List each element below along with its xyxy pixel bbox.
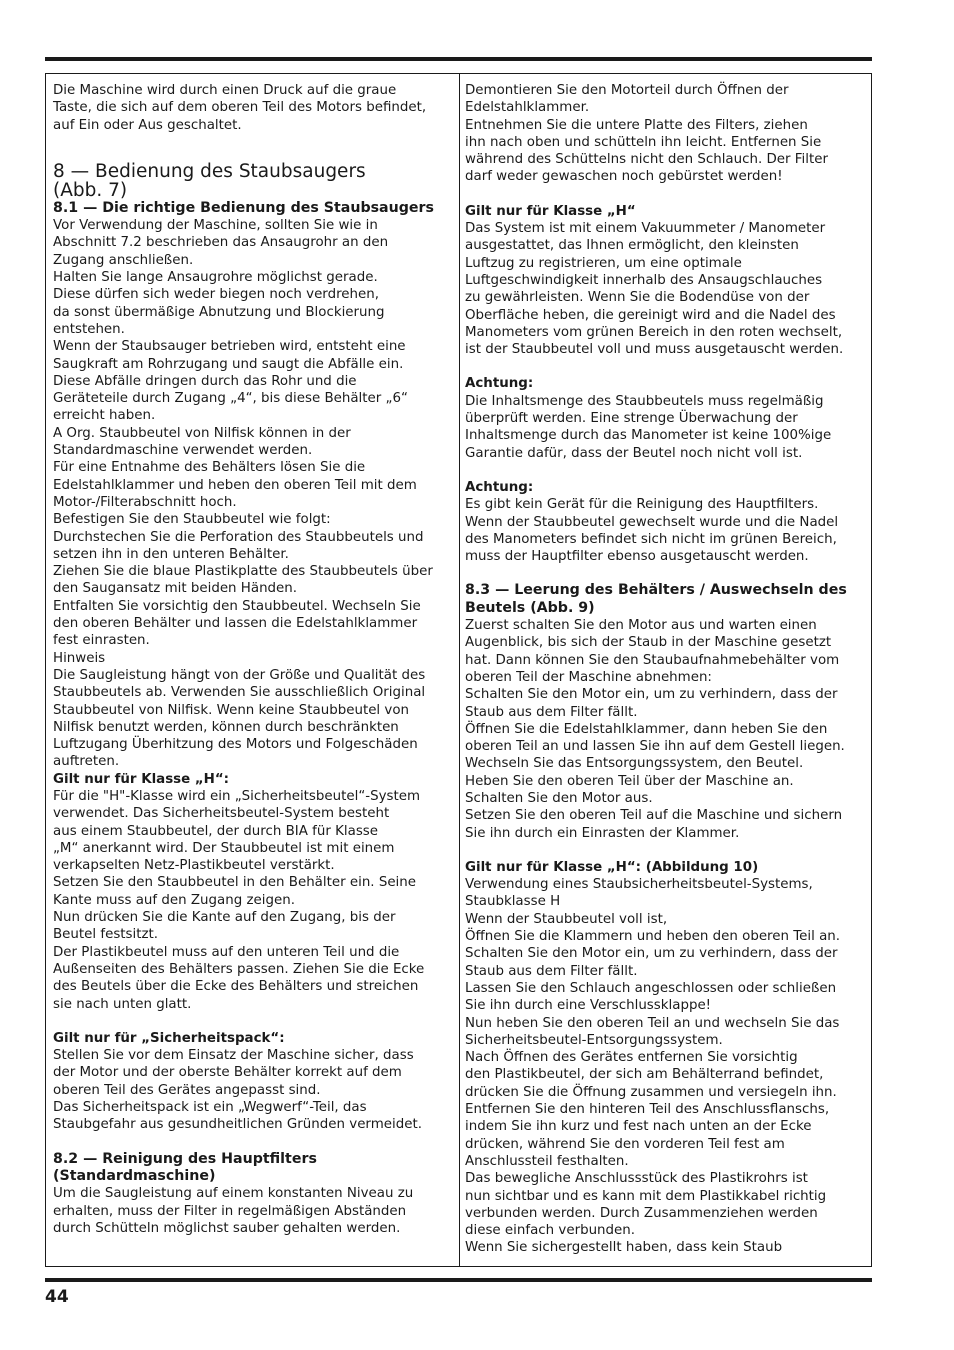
right-column xyxy=(465,82,865,1257)
top-rule xyxy=(45,57,872,61)
left-column xyxy=(53,82,453,1237)
intro-paragraph: Die Maschine wird durch einen Druck auf die graue Taste, die sich auf dem oberen Teil des Motors befindet, auf Ein oder Aus geschaltet. xyxy=(53,83,427,133)
sicherheitspack-text: Stellen Sie vor dem Einsatz der Maschine sicher, dass der Motor und der oberste Behälter korrekt auf dem oberen Teil des Gerätes angepasst sind. Das Sicherheitspack ist ein „Wegwerf“-Teil, das Staubgefahr aus gesundheitlichen Gründen vermeidet. xyxy=(53,1048,422,1133)
klasse-h-abbildung-10-title: Gilt nur für Klasse „H“: (Abbildung 10) xyxy=(465,859,759,875)
section-8-2-text: Um die Saugleistung auf einem konstanten Niveau zu erhalten, muss der Filter in regelmäßigen Abständen durch Schütteln möglichst sauber gehalten werden. xyxy=(53,1186,414,1236)
achtung-title-2: Achtung: xyxy=(465,479,534,495)
klasse-h-text: Für die "H"-Klasse wird ein „Sicherheitsbeutel“-System verwendet. Das Sicherheitsbeutel-System besteht aus einem Staubbeutel, der durch BIA für Klasse „M“ anerkannt wird. Der Staubbeutel ist mit einem verkapselten Netz-Plastikbeutel verstärkt. Setzen Sie den Staubbeutel in den Behälter ein. Seine Kante muss auf den Zugang zeigen. Nun drücken Sie die Kante auf den Zugang, bis der Beutel festsitzt. Der Plastikbeutel muss auf den unteren Teil und die Außenseiten des Behälters passen. Ziehen Sie die Ecke des Beutels über die Ecke des Behälters und streichen sie nach unten glatt. xyxy=(53,788,425,1012)
achtung-text-1: Die Inhaltsmenge des Staubbeutels muss regelmäßig überprüft werden. Eine strenge Überwachung der Inhaltsmenge durch das Manometer ist keine 100%ige Garantie dafür, dass der Beutel noch nicht voll ist. xyxy=(465,393,832,461)
achtung-title-1: Achtung: xyxy=(465,376,534,392)
section-8-1-text: Vor Verwendung der Maschine, sollten Sie wie in Abschnitt 7.2 beschrieben das Ansaugrohr an den Zugang anschließen. Halten Sie lange Ansaugrohre möglichst gerade. Diese dürfen sich weder biegen noch verdrehen, da sonst übermäßige Abnutzung und Blockierung entstehen. Wenn der Staubsauger betrieben wird, entsteht eine Saugkraft am Rohrzugang und saugt die Abfälle ein. Diese Abfälle dringen durch das Rohr und die Geräteteile durch Zugang „4“, bis diese Behälter „6“ erreicht haben. A Org. Staubbeutel von Nilfisk können in der Standardmaschine verwendet werden. Für eine Entnahme des Behälters lösen Sie die Edelstahlklammer und heben den oberen Teil mit dem Motor-/Filterabschnitt hoch. Befestigen Sie den Staubbeutel wie folgt: Durchstechen Sie die Perforation des Staubbeutels und setzen ihn in den unteren Behälter. Ziehen Sie die blaue Plastikplatte des Staubbeutels über den Saugansatz mit beiden Händen. Entfalten Sie vorsichtig den Staubbeutel. Wechseln Sie den oberen Behälter und lassen die Edelstahlklammer fest einrasten. Hinweis Die Saugleistung hängt von der Größe und Qualität des Staubbeutels ab. Verwenden Sie ausschließlich Original Staubbeutel von Nilfisk. Wenn keine Staubbeutel von Nilfisk benutzt werden, können durch beschränkten Luftzugang Überhitzung des Motors und Folgeschäden auftreten. xyxy=(53,218,433,770)
column-divider xyxy=(459,74,460,1266)
bottom-rule xyxy=(45,1278,872,1282)
section-8-2-title: 8.2 — Reinigung des Hauptfilters (Standardmaschine) xyxy=(53,1150,317,1184)
content-frame xyxy=(45,73,872,1267)
klasse-h-manometer-title: Gilt nur für Klasse „H“ xyxy=(465,203,636,219)
klasse-h-manometer-text: Das System ist mit einem Vakuummeter / Manometer ausgestattet, das Ihnen ermöglicht, den kleinsten Luftzug zu registrieren, um eine optimale Luftgeschwindigkeit innerhalb des Ansaugschlauches zu gewährleisten. Wenn Sie die Bodendüse von der Oberfläche heben, die gereinigt wird and die Nadel des Manometers vom grünen Bereich in den roten wechselt, ist der Staubbeutel voll und muss ausgetauscht werden. xyxy=(465,221,844,358)
section-8-1-title: 8.1 — Die richtige Bedienung des Staubsaugers xyxy=(53,199,434,216)
klasse-h-title: Gilt nur für Klasse „H“: xyxy=(53,771,230,787)
page-number: 44 xyxy=(45,1287,69,1307)
filter-cleaning-paragraph: Demontieren Sie den Motorteil durch Öffnen der Edelstahlklammer. Entnehmen Sie die untere Platte des Filters, ziehen ihn nach oben und schütteln ihn leicht. Entfernen Sie während des Schüttelns nicht den Schlauch. Der Filter darf weder gewaschen noch gebürstet werden! xyxy=(465,83,828,185)
achtung-text-2: Es gibt kein Gerät für die Reinigung des Hauptfilters. Wenn der Staubbeutel gewechselt wurde und die Nadel des Manometers befindet sich nicht im grünen Bereich, muss der Hauptfilter ebenso ausgetauscht werden. xyxy=(465,497,839,565)
sicherheitspack-title: Gilt nur für „Sicherheitspack“: xyxy=(53,1030,285,1046)
section-8-3-title: 8.3 — Leerung des Behälters / Auswechseln des Beutels (Abb. 9) xyxy=(465,582,847,616)
klasse-h-abbildung-10-text: Verwendung eines Staubsicherheitsbeutel-Systems, Staubklasse H Wenn der Staubbeutel voll ist, Öffnen Sie die Klammern und heben den oberen Teil an. Schalten Sie den Motor ein, um zu verhindern, dass der Staub aus dem Filter fällt. Lassen Sie den Schlauch angeschlossen oder schließen Sie ihn durch eine Verschlussklappe! Nun heben Sie den oberen Teil an und wechseln Sie das Sicherheitsbeutel-Entsorgungssystem. Nach Öffnen des Gerätes entfernen Sie vorsichtig den Plastikbeutel, der sich am Behälterrand befindet, drücken Sie die Öffnung zusammen und versiegeln ihn. Entfernen Sie den hinteren Teil des Anschlussflanschs, indem Sie ihn kurz und fest nach unten an der Ecke drücken, während Sie den vorderen Teil fest am Anschlussteil festhalten. Das bewegliche Anschlussstück des Plastikrohrs ist nun sichtbar und es kann mit dem Plastikkabel richtig verbunden werden. Durch Zusammenziehen werden diese einfach verbunden. Wenn Sie sichergestellt haben, dass kein Staub xyxy=(465,877,841,1256)
section-8-title: 8 — Bedienung des Staubsaugers (Abb. 7) xyxy=(53,160,366,201)
section-8-3-text: Zuerst schalten Sie den Motor aus und warten einen Augenblick, bis sich der Staub in der Maschine gesetzt hat. Dann können Sie den Staubaufnahmebehälter vom oberen Teil der Maschine abnehmen: Schalten Sie den Motor ein, um zu verhindern, dass der Staub aus dem Filter fällt. Öffnen Sie die Edelstahlklammer, dann heben Sie den oberen Teil an und lassen Sie ihn auf dem Gestell liegen. Wechseln Sie das Entsorgungssystem, den Beutel. Heben Sie den oberen Teil über der Maschine an. Schalten Sie den Motor aus. Setzen Sie den oberen Teil auf die Maschine und sichern Sie ihn durch ein Einrasten der Klammer. xyxy=(465,618,845,841)
